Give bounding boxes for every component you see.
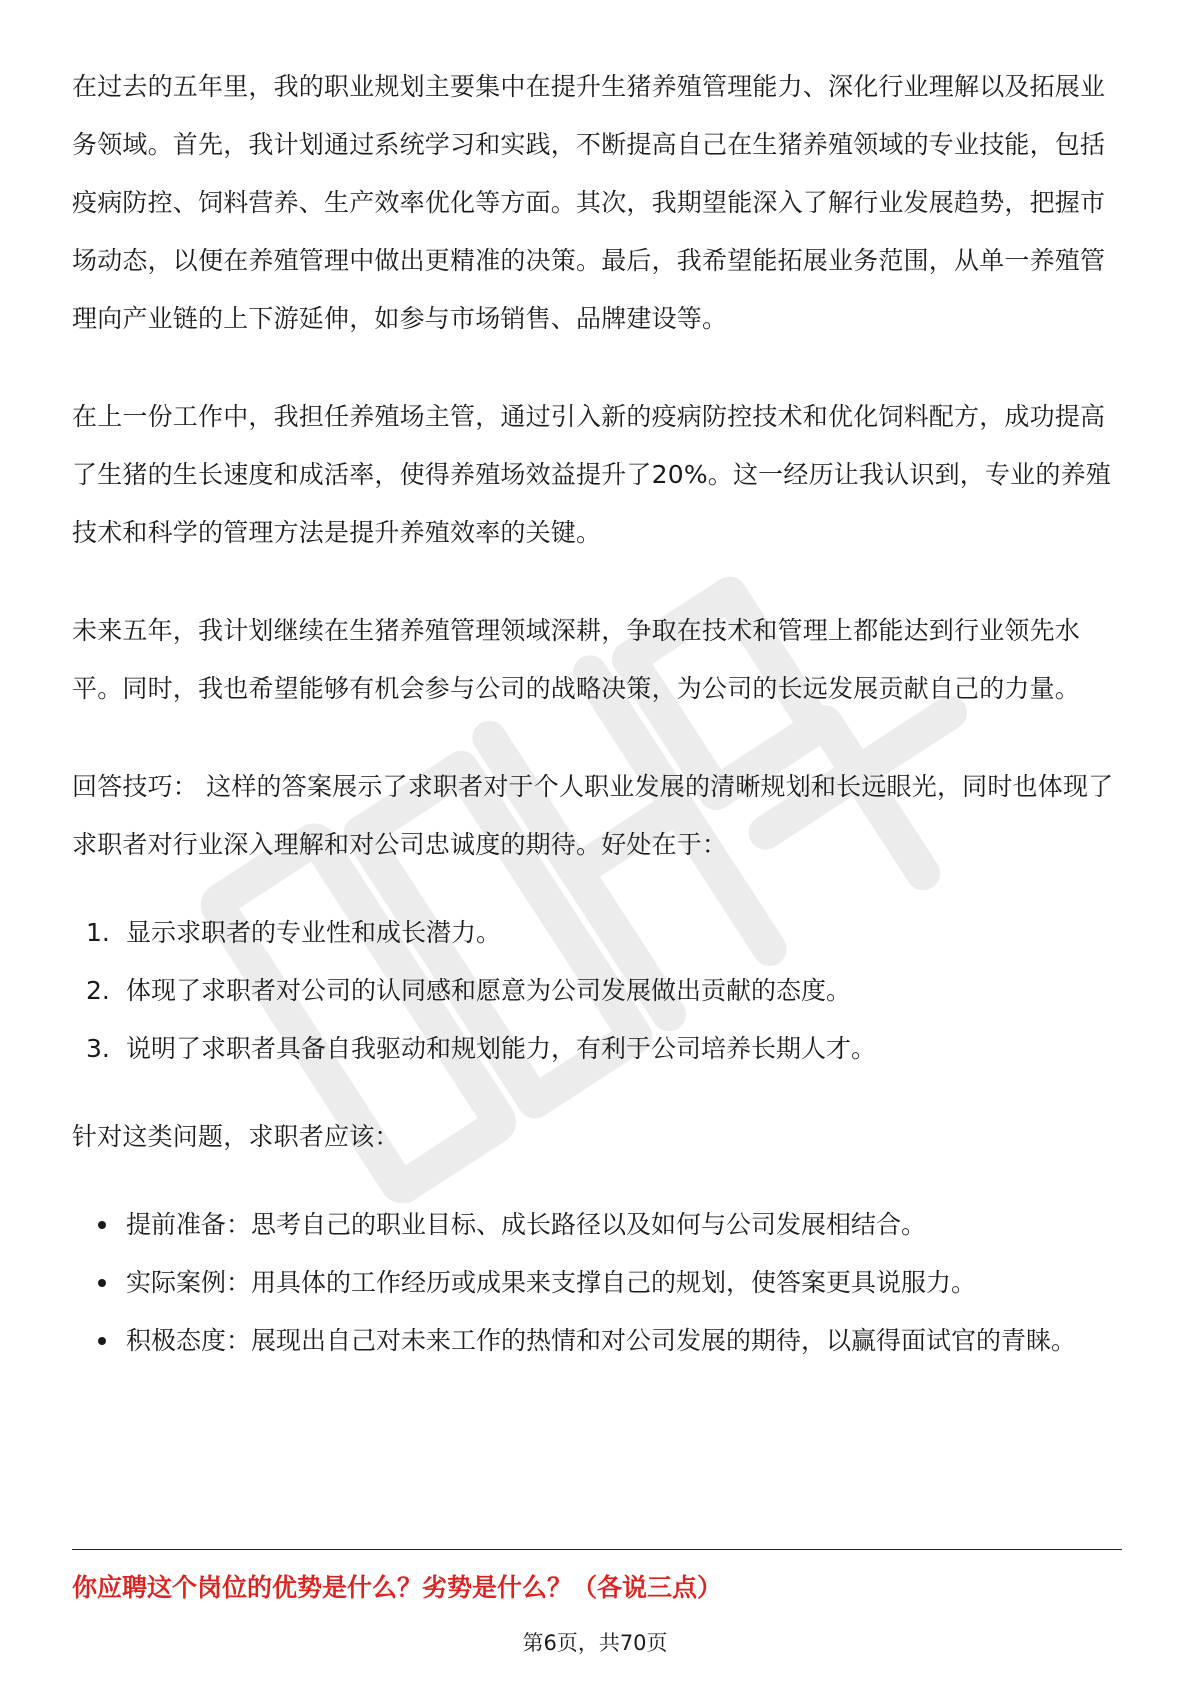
list-item [72, 1196, 1122, 1254]
section-divider [72, 1549, 1122, 1550]
list-item [72, 962, 1122, 1020]
list-number: 2. [86, 976, 110, 1005]
bullet-icon [98, 1221, 106, 1229]
benefits-list [72, 904, 1122, 1078]
page-footer: 第6页，共70页 [522, 1631, 668, 1655]
list-item-text: 实际案例：用具体的工作经历或成果来支撑自己的规划，使答案更具说服力。 [126, 1268, 977, 1297]
paragraph-answer-tips: 回答技巧： 这样的答案展示了求职者对于个人职业发展的清晰规划和长远眼光，同时也体现了求职者对行业深入理解和对公司忠诚度的期待。好处在于： [72, 772, 1114, 859]
list-number: 3. [86, 1034, 110, 1063]
paragraph-future-plan: 未来五年，我计划继续在生猪养殖管理领域深耕，争取在技术和管理上都能达到行业领先水平。同时，我也希望能够有机会参与公司的战略决策，为公司的长远发展贡献自己的力量。 [72, 616, 1081, 703]
paragraph-past-experience: 在上一份工作中，我担任养殖场主管，通过引入新的疫病防控技术和优化饲料配方，成功提高了生猪的生长速度和成活率，使得养殖场效益提升了20%。这一经历让我认识到，专业的养殖技术和科学的管理方法是提升养殖效率的关键。 [72, 402, 1111, 547]
bullet-icon [98, 1337, 106, 1345]
list-number: 1. [86, 918, 110, 947]
list-item [72, 1020, 1122, 1078]
next-question-heading: 你应聘这个岗位的优势是什么？劣势是什么？（各说三点） [72, 1573, 723, 1602]
paragraph-career-plan: 在过去的五年里，我的职业规划主要集中在提升生猪养殖管理能力、深化行业理解以及拓展业务领域。首先，我计划通过系统学习和实践，不断提高自己在生猪养殖领域的专业技能，包括疫病防控、饲料营养、生产效率优化等方面。其次，我期望能深入了解行业发展趋势，把握市场动态，以便在养殖管理中做出更精准的决策。最后，我希望能拓展业务范围，从单一养殖管理向产业链的上下游延伸，如参与市场销售、品牌建设等。 [72, 72, 1106, 333]
list-item [72, 904, 1122, 962]
advice-list [72, 1196, 1122, 1370]
list-item-text: 显示求职者的专业性和成长潜力。 [126, 918, 502, 947]
list-item-text: 提前准备：思考自己的职业目标、成长路径以及如何与公司发展相结合。 [126, 1210, 927, 1239]
list-item [72, 1312, 1122, 1370]
list-item-text: 积极态度：展现出自己对未来工作的热情和对公司发展的期待，以赢得面试官的青睐。 [126, 1326, 1077, 1355]
main-content [72, 58, 1122, 1370]
paragraph-advice-intro: 针对这类问题，求职者应该： [72, 1122, 400, 1151]
list-item-text: 体现了求职者对公司的认同感和愿意为公司发展做出贡献的态度。 [126, 976, 852, 1005]
bullet-icon [98, 1279, 106, 1287]
list-item-text: 说明了求职者具备自我驱动和规划能力，有利于公司培养长期人才。 [126, 1034, 877, 1063]
list-item [72, 1254, 1122, 1312]
